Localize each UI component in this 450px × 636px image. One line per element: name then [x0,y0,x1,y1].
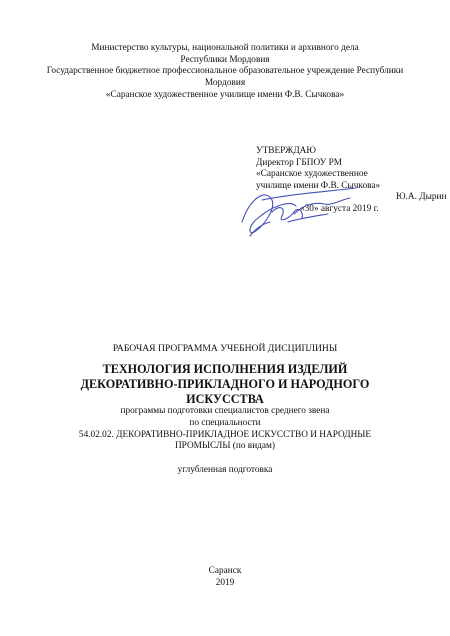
program-line: по специальности [189,417,261,428]
document-type: РАБОЧАЯ ПРОГРАММА УЧЕБНОЙ ДИСЦИПЛИНЫ [112,343,338,354]
title-block [0,343,450,476]
approver-org-line-2: училище имени Ф.В. Сычкова» [256,180,381,191]
approval-date: «30» августа 2019 г. [300,203,379,214]
institution-name-line: «Саранское художественное училище имени Ф.В. Сычкова» [105,89,345,100]
city: Саранск [208,566,242,576]
program-line: программы подготовки специалистов среднего звена [120,406,330,417]
approver-name: Ю.А. Дырин [396,192,447,203]
approver-org-line-1: «Саранское художественное [256,169,368,180]
approver-position: Директор ГБПОУ РМ [256,157,343,168]
handwritten-signature [232,178,362,240]
program-description [0,406,450,452]
discipline-title-line: ДЕКОРАТИВНО-ПРИКЛАДНОГО И НАРОДНОГО [80,376,370,391]
training-level: углубленная подготовка [177,464,273,475]
institution-region-line: Мордовия [204,78,246,89]
place-and-year [0,565,450,590]
specialty-line: 54.02.02. ДЕКОРАТИВНО-ПРИКЛАДНОЕ ИСКУССТВО И НАРОДНЫЕ [78,429,372,440]
year: 2019 [215,578,235,589]
approval-heading: УТВЕРЖДАЮ [256,146,316,156]
discipline-title-line: ТЕХНОЛОГИЯ ИСПОЛНЕНИЯ ИЗДЕЛИЙ [102,362,348,376]
discipline-title-line: ИСКУССТВА [186,391,264,406]
institution-type-line: Государственное бюджетное профессиональное образовательное учреждение Республики [46,66,404,77]
republic-line: Республики Мордовия [180,54,270,65]
specialty-line: ПРОМЫСЛЫ (по видам) [174,441,276,452]
discipline-title [0,362,450,406]
institution-header [0,43,450,102]
ministry-line: Министерство культуры, национальной политики и архивного дела [91,43,359,53]
